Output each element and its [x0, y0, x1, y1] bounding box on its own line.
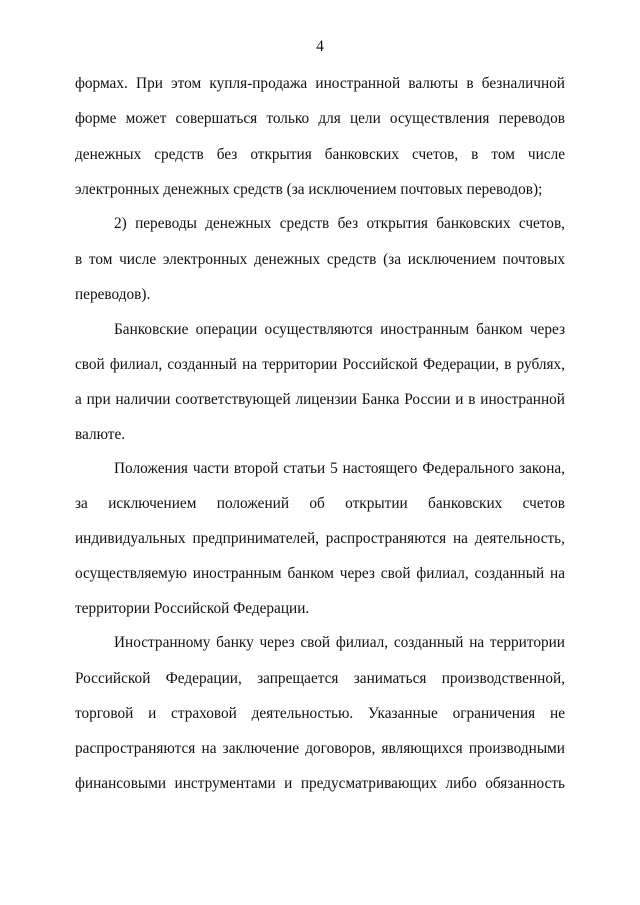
text-line: электронных денежных средств (за исключением почтовых переводов); [75, 181, 543, 198]
text-line: распространяются на заключение договоров, являющихся производными [75, 740, 565, 757]
text-line: а при наличии соответствующей лицензии Банка России и в иностранной [75, 391, 565, 408]
text-line: Иностранному банку через свой филиал, созданный на территории [114, 634, 565, 651]
text-line: Российской Федерации, запрещается заниматься производственной, [75, 670, 565, 687]
text-line: торговой и страховой деятельностью. Указанные ограничения не [75, 705, 565, 722]
text-line: денежных средств без открытия банковских счетов, в том числе [75, 146, 565, 163]
text-line: переводов). [75, 286, 151, 303]
text-line: Банковские операции осуществляются иностранным банком через [114, 321, 565, 338]
text-line: в том числе электронных денежных средств (за исключением почтовых [75, 251, 565, 268]
text-line: за исключением положений об открытии банковских счетов [75, 495, 565, 512]
text-line: индивидуальных предпринимателей, распространяются на деятельность, [75, 530, 565, 547]
text-line: финансовыми инструментами и предусматривающих либо обязанность [75, 775, 565, 792]
text-line: свой филиал, созданный на территории Российской Федерации, в рублях, [75, 356, 565, 373]
text-line: Положения части второй статьи 5 настоящего Федерального закона, [114, 460, 565, 477]
text-line: территории Российской Федерации. [75, 600, 310, 617]
text-line: осуществляемую иностранным банком через свой филиал, созданный на [75, 565, 565, 582]
text-line: валюте. [75, 426, 126, 443]
text-line: формах. При этом купля-продажа иностранной валюты в безналичной [75, 75, 565, 92]
text-line: форме может совершаться только для цели осуществления переводов [75, 110, 565, 127]
page-number: 4 [316, 38, 324, 55]
text-line: 2) переводы денежных средств без открытия банковских счетов, [114, 215, 565, 232]
